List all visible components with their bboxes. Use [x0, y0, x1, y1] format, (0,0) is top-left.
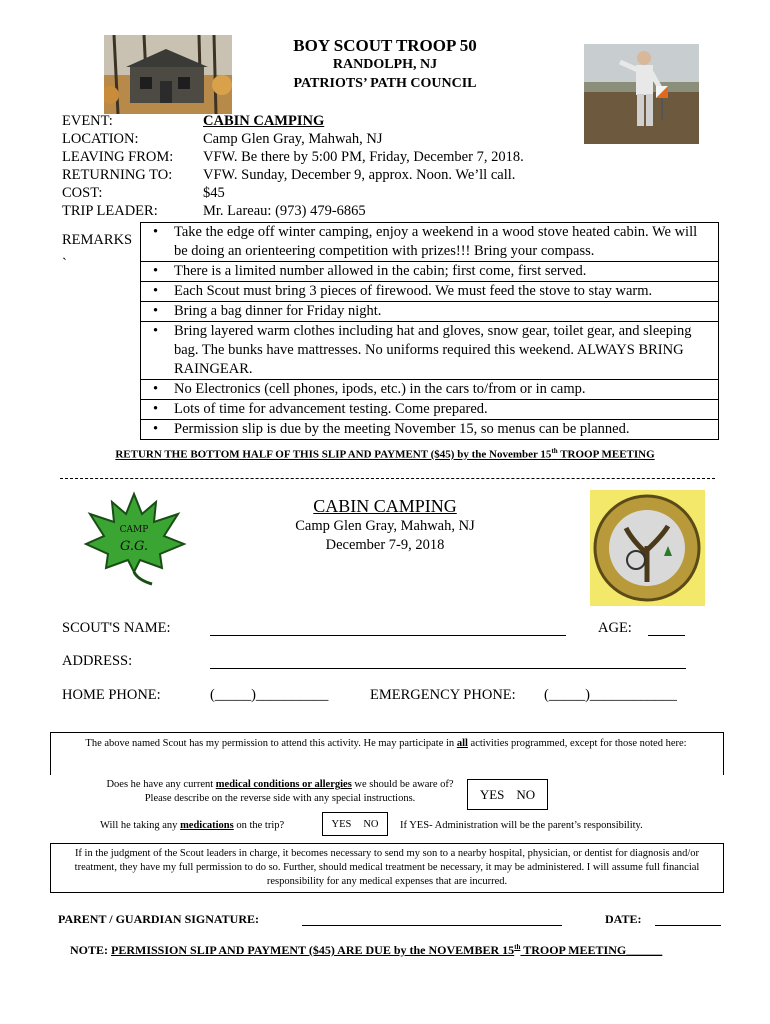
cut-line — [60, 478, 715, 479]
medical-yes[interactable]: YES — [479, 786, 505, 802]
address-label: ADDRESS: — [62, 653, 133, 669]
judgment-statement: If in the judgment of the Scout leaders in charge, it becomes necessary to send my son to a nearby hospital, physician, or dentist for diagnosis and/or treatment, they have my full permission to do so. Further, should medical treatment be necessary, it may be administered. I will assume full financial responsibility for any medical expenses that are incurred. — [50, 843, 724, 893]
bullet-icon: • — [153, 381, 159, 397]
info-label-leaving: LEAVING FROM: — [62, 149, 174, 165]
info-value-returning: VFW. Sunday, December 9, approx. Noon. We’ll call. — [203, 167, 516, 183]
footer-note: NOTE: PERMISSION SLIP AND PAYMENT ($45) ARE DUE by the NOVEMBER 15th TROOP MEETING______ — [70, 943, 663, 957]
slip-location: Camp Glen Gray, Mahwah, NJ — [295, 518, 475, 534]
leaf-logo-text: CAMP — [119, 525, 149, 535]
info-label-leader: TRIP LEADER: — [62, 203, 158, 219]
medical-yes-no[interactable] — [467, 779, 548, 810]
info-value-cost: $45 — [203, 185, 225, 201]
slip-dates: December 7-9, 2018 — [325, 537, 445, 553]
home-phone-field[interactable]: (_____)__________ — [210, 687, 329, 703]
info-value-leader: Mr. Lareau: (973) 479-6865 — [203, 203, 366, 219]
bullet-icon: • — [153, 224, 159, 240]
info-label-location: LOCATION: — [62, 131, 139, 147]
info-label-event: EVENT: — [62, 113, 113, 129]
remark-item: • Bring layered warm clothes including hat and gloves, snow gear, toilet gear, and sleeping bag. The bunks have mattresses. No uniforms required this weekend. ALWAYS BRING RAINGEAR. — [141, 322, 719, 380]
scout-name-label: SCOUT'S NAME: — [62, 620, 171, 636]
home-phone-label: HOME PHONE: — [62, 687, 161, 703]
bullet-icon: • — [153, 421, 159, 437]
info-value-location: Camp Glen Gray, Mahwah, NJ — [203, 131, 383, 147]
signature-field[interactable] — [302, 925, 562, 926]
medications-yes[interactable]: YES — [331, 818, 352, 830]
medications-note: If YES- Administration will be the parent’s responsibility. — [400, 820, 643, 831]
bullet-icon: • — [153, 263, 159, 279]
info-value-leaving: VFW. Be there by 5:00 PM, Friday, December 7, 2018. — [203, 149, 524, 165]
date-label: DATE: — [605, 912, 642, 926]
bullet-icon: • — [153, 401, 159, 417]
date-field[interactable] — [655, 925, 721, 926]
info-label-cost: COST: — [62, 185, 103, 201]
info-label-returning: RETURNING TO: — [62, 167, 173, 183]
remarks-list — [140, 222, 719, 440]
svg-text:G.G.: G.G. — [119, 539, 149, 554]
remarks-label: REMARKS — [62, 232, 133, 248]
bullet-icon: • — [153, 283, 159, 299]
remarks-mark: ` — [62, 256, 67, 272]
remark-item: • No Electronics (cell phones, ipods, etc.) in the cars to/from or in camp. — [141, 380, 719, 400]
medications-yes-no[interactable] — [322, 812, 388, 836]
camp-patch — [590, 490, 705, 606]
emergency-phone-label: EMERGENCY PHONE: — [370, 687, 516, 703]
remark-item: • There is a limited number allowed in the cabin; first come, first served. — [141, 262, 719, 282]
signature-label: PARENT / GUARDIAN SIGNATURE: — [58, 912, 260, 926]
bullet-icon: • — [153, 303, 159, 319]
remark-item: • Lots of time for advancement testing. Come prepared. — [141, 400, 719, 420]
remark-item: • Bring a bag dinner for Friday night. — [141, 302, 719, 322]
permission-statement: The above named Scout has my permission to attend this activity. He may participate in all activities programmed, except for those noted here: — [85, 738, 687, 749]
scout-name-field[interactable] — [210, 635, 566, 636]
remark-item: • Each Scout must bring 3 pieces of firewood. We must feed the stove to stay warm. — [141, 282, 719, 302]
age-label: AGE: — [598, 620, 632, 636]
troop-council: PATRIOTS’ PATH COUNCIL — [293, 76, 477, 91]
info-value-event: CABIN CAMPING — [203, 113, 325, 129]
medical-no[interactable]: NO — [516, 786, 536, 802]
emergency-phone-field[interactable]: (_____)____________ — [544, 687, 677, 703]
medications-question: Will he taking any medications on the trip? — [100, 820, 285, 831]
return-note: RETURN THE BOTTOM HALF OF THIS SLIP AND PAYMENT ($45) by the November 15th TROOP MEETING — [115, 447, 655, 461]
medications-no[interactable]: NO — [363, 818, 379, 830]
medical-question: Does he have any current medical conditions or allergies we should be aware of? — [106, 779, 454, 790]
troop-title: BOY SCOUT TROOP 50 — [293, 36, 477, 55]
bullet-icon: • — [153, 323, 159, 339]
remark-item: • Permission slip is due by the meeting November 15, so menus can be planned. — [141, 420, 719, 440]
slip-title: CABIN CAMPING — [313, 496, 457, 516]
age-field[interactable] — [648, 635, 685, 636]
medical-describe: Please describe on the reverse side with any special instructions. — [144, 793, 416, 804]
troop-town: RANDOLPH, NJ — [332, 57, 438, 72]
address-field[interactable] — [210, 668, 686, 669]
remark-item: • Take the edge off winter camping, enjoy a weekend in a wood stove heated cabin. We will be doing an orienteering competition with prizes!!! Bring your compass. — [141, 223, 719, 262]
